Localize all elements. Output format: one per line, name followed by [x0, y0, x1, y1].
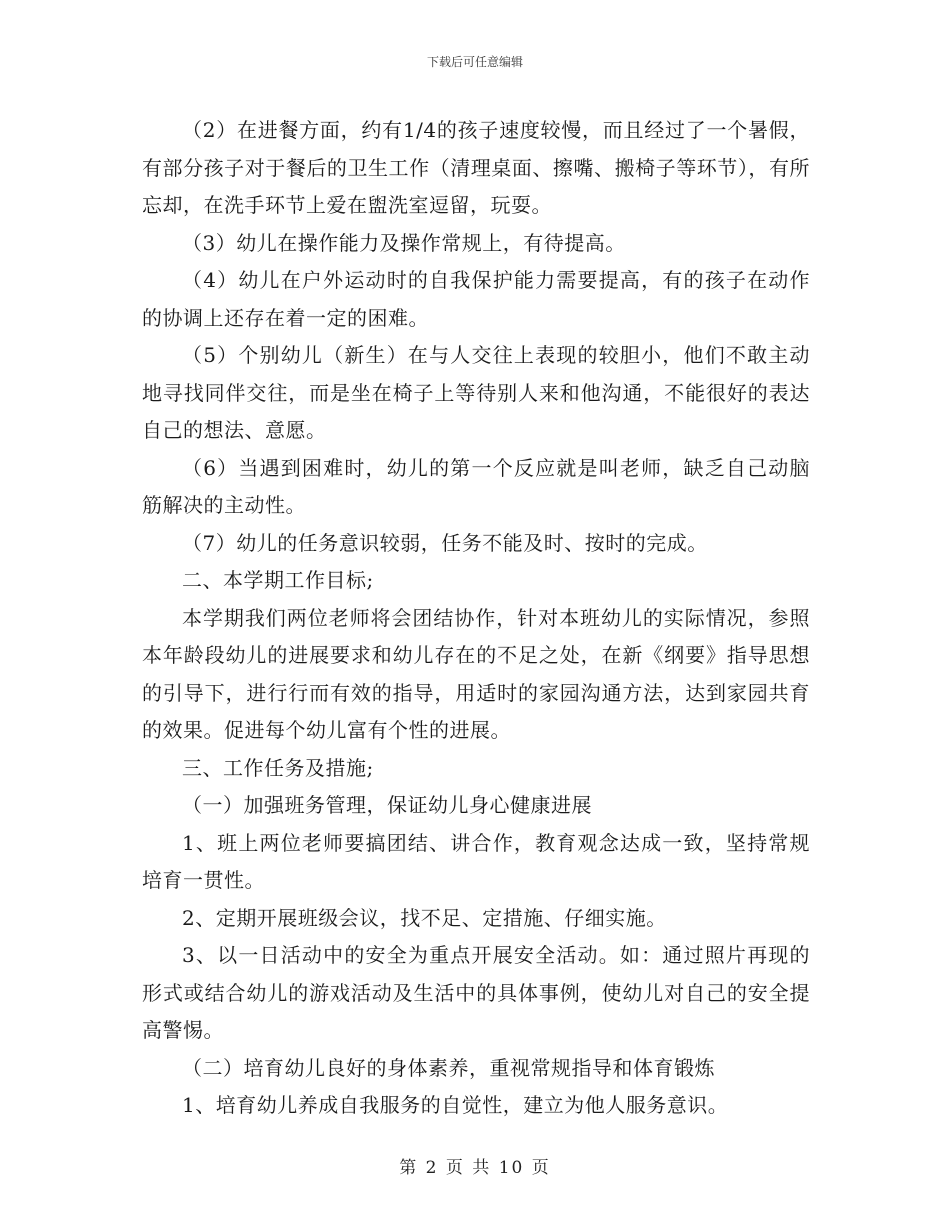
paragraph: （4）幼儿在户外运动时的自我保护能力需要提高，有的孩子在动作的协调上还存在着一定的困难。	[142, 268, 810, 330]
page-header: 下载后可任意编辑	[426, 55, 523, 69]
paragraph: 本学期我们两位老师将会团结协作，针对本班幼儿的实际情况，参照本年龄段幼儿的进展要求和幼儿存在的不足之处，在新《纲要》指导思想的引导下，进行行而有效的指导，用适时的家园沟通方法，达到家园共育的效果。促进每个幼儿富有个性的进展。	[142, 605, 810, 742]
paragraph: 3、以一日活动中的安全为重点开展安全活动。如：通过照片再现的形式或结合幼儿的游戏活动及生活中的具体事例，使幼儿对自己的安全提高警惕。	[142, 943, 810, 1042]
paragraph: （7）幼儿的任务意识较弱，任务不能及时、按时的完成。	[182, 530, 708, 555]
paragraph: （6）当遇到困难时，幼儿的第一个反应就是叫老师，缺乏自己动脑筋解决的主动性。	[142, 455, 810, 517]
paragraph: 2、定期开展班级会议，找不足、定措施、仔细实施。	[182, 905, 667, 930]
document-body	[142, 112, 810, 1125]
subsection-heading: （一）加强班务管理，保证幼儿身心健康进展	[182, 793, 592, 817]
page-number-footer: 第 2 页 共 10 页	[399, 1158, 551, 1178]
section-heading: 二、本学期工作目标;	[182, 568, 374, 592]
paragraph: （5）个别幼儿（新生）在与人交往上表现的较胆小，他们不敢主动地寻找同伴交往，而是坐在椅子上等待别人来和他沟通，不能很好的表达自己的想法、意愿。	[142, 343, 810, 442]
section-heading: 三、工作任务及措施;	[182, 755, 374, 780]
paragraph: 1、培育幼儿养成自我服务的自觉性，建立为他人服务意识。	[182, 1093, 729, 1117]
paragraph: 1、班上两位老师要搞团结、讲合作，教育观念达成一致，坚持常规培育一贯性。	[142, 830, 810, 892]
paragraph: （3）幼儿在操作能力及操作常规上，有待提高。	[182, 230, 626, 255]
subsection-heading: （二）培育幼儿良好的身体素养，重视常规指导和体育锻炼	[182, 1055, 715, 1080]
paragraph: （2）在进餐方面，约有1/4的孩子速度较慢，而且经过了一个暑假，有部分孩子对于餐后的卫生工作（清理桌面、擦嘴、搬椅子等环节），有所忘却，在洗手环节上爱在盥洗室逗留，玩耍。	[142, 118, 810, 217]
